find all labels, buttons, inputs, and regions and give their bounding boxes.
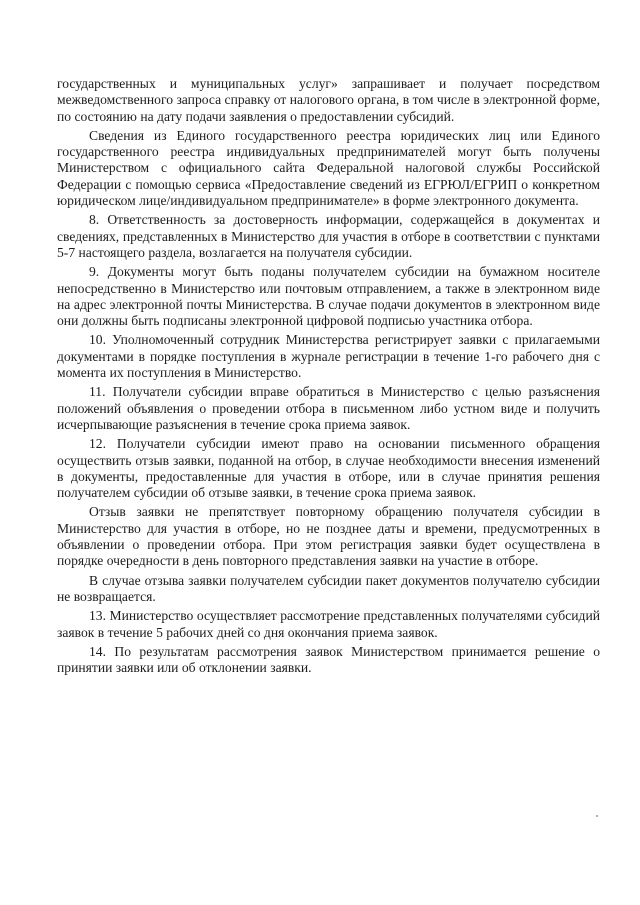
paragraph-item-8: 8. Ответственность за достоверность информации, содержащейся в документах и сведениях, представленных в Министерство для участия в отборе в соответствии с пунктами 5-7 настоящего раздела, возлагается на получателя субсидии. xyxy=(57,212,600,260)
paragraph-item-14: 14. По результатам рассмотрения заявок Министерством принимается решение о принятии заявки или об отклонении заявки. xyxy=(57,643,600,676)
paragraph-item-13: 13. Министерство осуществляет рассмотрение представленных получателями субсидий заявок в течение 5 рабочих дней со дня окончания приема заявок. xyxy=(57,608,600,640)
paragraph-item-10: 10. Уполномоченный сотрудник Министерства регистрирует заявки с прилагаемыми документами в порядке поступления в журнале регистрации в течение 1-го рабочего дня с момента их поступления в Министерство. xyxy=(57,332,600,381)
scan-speck xyxy=(596,815,598,817)
paragraph-item-11: 11. Получатели субсидии вправе обратиться в Министерство с целью разъяснения положений объявления о проведении отбора в письменном либо устном виде и получить исчерпывающие разъяснения в течение срока приема заявок. xyxy=(57,384,600,432)
paragraph-tax-certificate: государственных и муниципальных услуг» запрашивает и получает посредством межведомственного запроса справку от налогового органа, в том числе в электронной форме, по состоянию на дату подачи заявления о предоставлении субсидий. xyxy=(57,76,600,124)
paragraph-withdrawal: Отзыв заявки не препятствует повторному обращению получателя субсидии в Министерство для участия в отборе, но не позднее даты и времени, предусмотренных в объявлении о проведении отбора. При этом регистрация заявки будет осуществлена в порядке очередности в день повторного представления заявки на участие в отборе. xyxy=(57,504,600,569)
paragraph-item-12: 12. Получатели субсидии имеют право на основании письменного обращения осуществить отзыв заявки, поданной на отбор, в случае необходимости внесения изменений в документы, предоставленные для участия в отборе, или в случае принятия решения получателем субсидии об отзыве заявки, в течение срока приема заявок. xyxy=(57,436,600,501)
paragraph-item-9: 9. Документы могут быть поданы получателем субсидии на бумажном носителе непосредственно в Министерство или почтовым отправлением, а также в электронном виде на адрес электронной почты Министерства. В случае подачи документов в электронном виде они должны быть подписаны электронной цифровой подписью участника отбора. xyxy=(57,264,600,329)
paragraph-documents-not-returned: В случае отзыва заявки получателем субсидии пакет документов получателю субсидии не возвращается. xyxy=(57,572,600,604)
paragraph-registry-info: Сведения из Единого государственного реестра юридических лиц или Единого государственного реестра индивидуальных предпринимателей могут быть получены Министерством с официального сайта Федеральной налоговой службы Российской Федерации с помощью сервиса «Предоставление сведений из ЕГРЮЛ/ЕГРИП о конкретном юридическом лице/индивидуальном предпринимателе» в форме электронного документа. xyxy=(57,127,600,209)
